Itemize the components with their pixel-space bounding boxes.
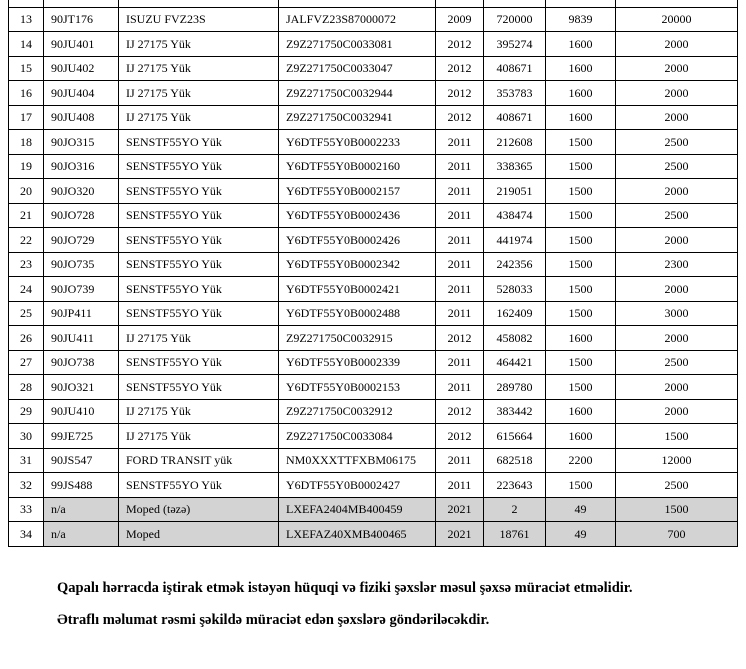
cell-no: 30 [9, 424, 44, 449]
cell-year: 2011 [436, 350, 484, 375]
cell-year: 2011 [436, 301, 484, 326]
cell-vin: Y6DTF55Y0B0002436 [279, 203, 436, 228]
cell-vin: Z9Z271750C0032915 [279, 326, 436, 351]
cell-price: 1500 [616, 497, 738, 522]
cell-plate: 90JO738 [44, 350, 119, 375]
cell-year: 2011 [436, 130, 484, 155]
cell-price: 2300 [616, 252, 738, 277]
cell-model: IJ 27175 Yük [119, 81, 279, 106]
cell-odometer: 615664 [484, 424, 546, 449]
cell-vin: Z9Z271750C0033047 [279, 56, 436, 81]
cell-vin: Y6DTF55Y0B0002153 [279, 375, 436, 400]
cell-engine: 1500 [546, 301, 616, 326]
cell-year: 2012 [436, 326, 484, 351]
cut-off-cell [436, 0, 484, 7]
cell-odometer: 383442 [484, 399, 546, 424]
table-row [9, 203, 738, 228]
cell-year: 2012 [436, 81, 484, 106]
cell-model: Moped (təzə) [119, 497, 279, 522]
cell-engine: 1500 [546, 375, 616, 400]
cell-odometer: 408671 [484, 105, 546, 130]
cell-engine: 1500 [546, 203, 616, 228]
cell-plate: 90JU408 [44, 105, 119, 130]
cell-price: 2500 [616, 350, 738, 375]
cell-engine: 1600 [546, 81, 616, 106]
vehicle-auction-table-region [8, 0, 738, 548]
cell-engine: 2200 [546, 448, 616, 473]
cell-no: 13 [9, 7, 44, 32]
table-row [9, 277, 738, 302]
cell-engine: 1600 [546, 326, 616, 351]
cell-price: 2500 [616, 203, 738, 228]
cell-vin: Y6DTF55Y0B0002160 [279, 154, 436, 179]
cell-model: SENSTF55YO Yük [119, 350, 279, 375]
table-row [9, 154, 738, 179]
cell-odometer: 682518 [484, 448, 546, 473]
cell-no: 19 [9, 154, 44, 179]
cell-no: 17 [9, 105, 44, 130]
table-row [9, 252, 738, 277]
cell-plate: 90JU411 [44, 326, 119, 351]
cell-no: 27 [9, 350, 44, 375]
cell-plate: 90JO739 [44, 277, 119, 302]
cell-engine: 49 [546, 522, 616, 547]
vehicle-auction-table [8, 0, 738, 547]
cell-year: 2011 [436, 179, 484, 204]
cell-model: SENSTF55YO Yük [119, 252, 279, 277]
cell-price: 2500 [616, 473, 738, 498]
cell-model: IJ 27175 Yük [119, 326, 279, 351]
table-row [9, 375, 738, 400]
cell-odometer: 441974 [484, 228, 546, 253]
cell-odometer: 2 [484, 497, 546, 522]
cell-price: 2000 [616, 56, 738, 81]
cell-plate: 90JU410 [44, 399, 119, 424]
cell-no: 26 [9, 326, 44, 351]
cell-model: SENSTF55YO Yük [119, 375, 279, 400]
cell-engine: 1600 [546, 105, 616, 130]
cell-no: 28 [9, 375, 44, 400]
cell-no: 14 [9, 32, 44, 57]
cell-price: 2000 [616, 105, 738, 130]
cell-year: 2012 [436, 424, 484, 449]
cell-vin: NM0XXXTTFXBM06175 [279, 448, 436, 473]
cell-model: Moped [119, 522, 279, 547]
cell-price: 2000 [616, 277, 738, 302]
cell-no: 18 [9, 130, 44, 155]
cell-vin: LXEFA2404MB400459 [279, 497, 436, 522]
cell-odometer: 438474 [484, 203, 546, 228]
table-row [9, 301, 738, 326]
vehicle-table-body [9, 0, 738, 546]
cut-off-cell [119, 0, 279, 7]
cell-plate: 90JU402 [44, 56, 119, 81]
cell-price: 700 [616, 522, 738, 547]
cell-model: IJ 27175 Yük [119, 56, 279, 81]
cell-vin: Z9Z271750C0032944 [279, 81, 436, 106]
cut-off-cell [9, 0, 44, 7]
cell-vin: Y6DTF55Y0B0002157 [279, 179, 436, 204]
cell-model: SENSTF55YO Yük [119, 154, 279, 179]
cell-model: SENSTF55YO Yük [119, 179, 279, 204]
table-row [9, 32, 738, 57]
cell-engine: 1500 [546, 252, 616, 277]
cell-plate: 99JS488 [44, 473, 119, 498]
cell-price: 2000 [616, 179, 738, 204]
cell-plate: 90JO729 [44, 228, 119, 253]
cell-vin: JALFVZ23S87000072 [279, 7, 436, 32]
cell-odometer: 338365 [484, 154, 546, 179]
cell-no: 31 [9, 448, 44, 473]
cell-plate: 90JS547 [44, 448, 119, 473]
cell-engine: 1500 [546, 228, 616, 253]
cell-engine: 9839 [546, 7, 616, 32]
cell-no: 33 [9, 497, 44, 522]
cell-year: 2011 [436, 203, 484, 228]
cell-odometer: 353783 [484, 81, 546, 106]
cell-price: 2000 [616, 32, 738, 57]
cell-no: 25 [9, 301, 44, 326]
cut-off-cell [44, 0, 119, 7]
cell-engine: 1600 [546, 32, 616, 57]
cell-year: 2012 [436, 105, 484, 130]
cut-off-cell [616, 0, 738, 7]
cell-price: 2500 [616, 154, 738, 179]
notes-section [57, 578, 653, 631]
cell-plate: 90JT176 [44, 7, 119, 32]
table-row [9, 179, 738, 204]
cell-vin: LXEFAZ40XMB400465 [279, 522, 436, 547]
cell-model: SENSTF55YO Yük [119, 203, 279, 228]
cell-model: IJ 27175 Yük [119, 399, 279, 424]
cell-vin: Z9Z271750C0032941 [279, 105, 436, 130]
cell-plate: 90JO321 [44, 375, 119, 400]
cell-engine: 1600 [546, 399, 616, 424]
cell-price: 12000 [616, 448, 738, 473]
cell-year: 2011 [436, 252, 484, 277]
cell-plate: n/a [44, 497, 119, 522]
cell-engine: 1600 [546, 424, 616, 449]
table-row [9, 424, 738, 449]
cell-no: 21 [9, 203, 44, 228]
cell-year: 2011 [436, 375, 484, 400]
cell-no: 32 [9, 473, 44, 498]
cell-vin: Z9Z271750C0032912 [279, 399, 436, 424]
cell-price: 2000 [616, 81, 738, 106]
cell-year: 2012 [436, 32, 484, 57]
cell-vin: Z9Z271750C0033084 [279, 424, 436, 449]
cell-odometer: 212608 [484, 130, 546, 155]
cell-plate: 90JO728 [44, 203, 119, 228]
cell-odometer: 408671 [484, 56, 546, 81]
cell-year: 2009 [436, 7, 484, 32]
cell-year: 2021 [436, 497, 484, 522]
cell-price: 2000 [616, 326, 738, 351]
cell-odometer: 464421 [484, 350, 546, 375]
cell-price: 2000 [616, 399, 738, 424]
cell-engine: 1500 [546, 179, 616, 204]
cell-odometer: 223643 [484, 473, 546, 498]
cell-year: 2012 [436, 56, 484, 81]
cell-model: SENSTF55YO Yük [119, 130, 279, 155]
table-row [9, 105, 738, 130]
cell-engine: 1500 [546, 473, 616, 498]
cell-engine: 1500 [546, 130, 616, 155]
cell-odometer: 720000 [484, 7, 546, 32]
cell-no: 16 [9, 81, 44, 106]
cell-no: 23 [9, 252, 44, 277]
cell-no: 24 [9, 277, 44, 302]
cell-model: IJ 27175 Yük [119, 424, 279, 449]
cut-off-cell [484, 0, 546, 7]
cell-price: 3000 [616, 301, 738, 326]
cut-off-cell [546, 0, 616, 7]
table-row [9, 130, 738, 155]
cell-vin: Y6DTF55Y0B0002339 [279, 350, 436, 375]
note-closed-auction: Qapalı hərracda iştirak etmək istəyən hüquqi və fiziki şəxslər məsul şəxsə müraciət etməlidir. [57, 580, 633, 596]
table-row [9, 326, 738, 351]
cell-model: FORD TRANSIT yük [119, 448, 279, 473]
cell-plate: 90JO735 [44, 252, 119, 277]
cell-odometer: 395274 [484, 32, 546, 57]
cell-vin: Z9Z271750C0033081 [279, 32, 436, 57]
cell-odometer: 289780 [484, 375, 546, 400]
cell-vin: Y6DTF55Y0B0002421 [279, 277, 436, 302]
cell-year: 2011 [436, 448, 484, 473]
cell-price: 2000 [616, 228, 738, 253]
cell-model: IJ 27175 Yük [119, 105, 279, 130]
cell-plate: n/a [44, 522, 119, 547]
cell-model: SENSTF55YO Yük [119, 277, 279, 302]
cell-plate: 90JU401 [44, 32, 119, 57]
cell-year: 2011 [436, 154, 484, 179]
table-row [9, 81, 738, 106]
cell-price: 2500 [616, 130, 738, 155]
cell-no: 34 [9, 522, 44, 547]
cell-plate: 90JP411 [44, 301, 119, 326]
cell-plate: 99JE725 [44, 424, 119, 449]
cell-model: IJ 27175 Yük [119, 32, 279, 57]
cell-odometer: 162409 [484, 301, 546, 326]
cell-plate: 90JU404 [44, 81, 119, 106]
table-row [9, 473, 738, 498]
cut-off-row [9, 0, 738, 7]
cell-model: ISUZU FVZ23S [119, 7, 279, 32]
table-row [9, 522, 738, 547]
cell-plate: 90JO315 [44, 130, 119, 155]
cell-plate: 90JO316 [44, 154, 119, 179]
cell-year: 2011 [436, 228, 484, 253]
cell-model: SENSTF55YO Yük [119, 228, 279, 253]
cell-price: 1500 [616, 424, 738, 449]
table-row [9, 497, 738, 522]
cell-year: 2012 [436, 399, 484, 424]
table-row [9, 399, 738, 424]
cell-engine: 49 [546, 497, 616, 522]
cell-engine: 1500 [546, 277, 616, 302]
cell-plate: 90JO320 [44, 179, 119, 204]
cell-engine: 1600 [546, 56, 616, 81]
cell-odometer: 528033 [484, 277, 546, 302]
cell-odometer: 242356 [484, 252, 546, 277]
cell-vin: Y6DTF55Y0B0002342 [279, 252, 436, 277]
cell-vin: Y6DTF55Y0B0002233 [279, 130, 436, 155]
cell-model: SENSTF55YO Yük [119, 301, 279, 326]
table-row [9, 7, 738, 32]
table-row [9, 228, 738, 253]
cell-year: 2021 [436, 522, 484, 547]
cell-year: 2011 [436, 473, 484, 498]
cell-no: 29 [9, 399, 44, 424]
cell-odometer: 18761 [484, 522, 546, 547]
cell-vin: Y6DTF55Y0B0002426 [279, 228, 436, 253]
cell-engine: 1500 [546, 154, 616, 179]
cell-no: 15 [9, 56, 44, 81]
table-row [9, 350, 738, 375]
cell-odometer: 458082 [484, 326, 546, 351]
cell-price: 20000 [616, 7, 738, 32]
cut-off-cell [279, 0, 436, 7]
cell-vin: Y6DTF55Y0B0002427 [279, 473, 436, 498]
cell-vin: Y6DTF55Y0B0002488 [279, 301, 436, 326]
cell-price: 2000 [616, 375, 738, 400]
table-row [9, 448, 738, 473]
table-row [9, 56, 738, 81]
cell-odometer: 219051 [484, 179, 546, 204]
note-detailed-info: Ətraflı məlumat rəsmi şəkildə müraciət edən şəxslərə göndəriləcəkdir. [57, 612, 490, 628]
cell-year: 2011 [436, 277, 484, 302]
cell-no: 22 [9, 228, 44, 253]
cell-model: SENSTF55YO Yük [119, 473, 279, 498]
cell-no: 20 [9, 179, 44, 204]
cell-engine: 1500 [546, 350, 616, 375]
